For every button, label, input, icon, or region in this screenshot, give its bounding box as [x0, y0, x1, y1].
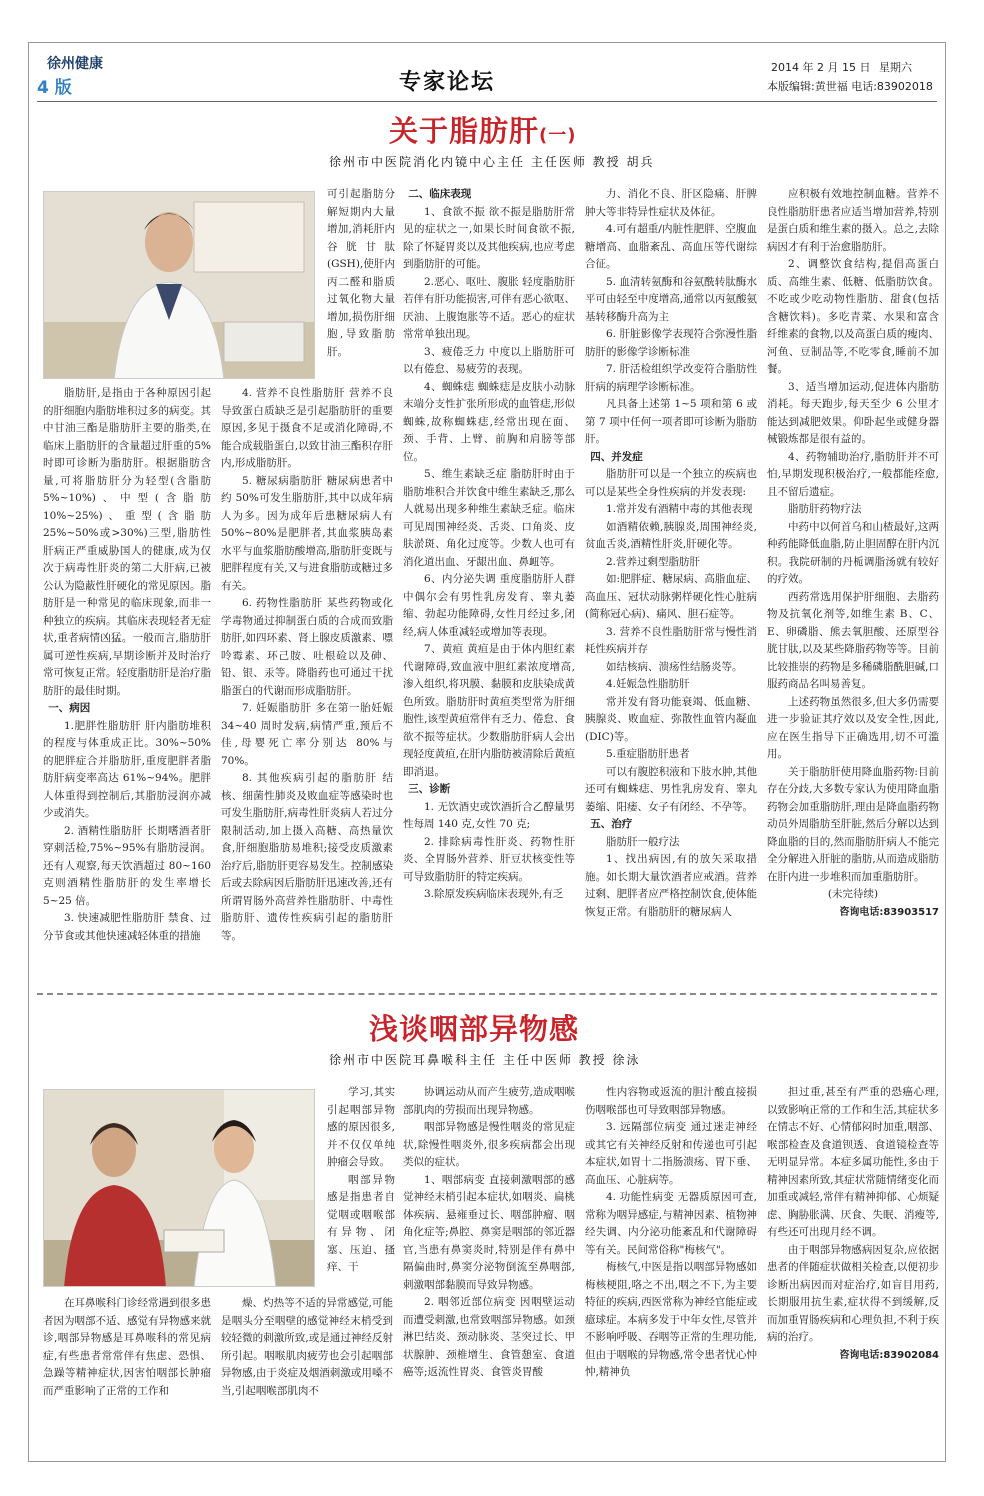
article2-column-2a: [327, 1084, 395, 1288]
paragraph: 2. 酒精性脂肪肝 长期嗜酒者肝穿刺活检,75%~95%有脂肪浸润。还有人观察,每天饮酒超过 80~160 克则酒精性脂肪肝的发生率增长 5~25 倍。: [43, 824, 211, 907]
paragraph: 1. 无饮酒史或饮酒折合乙醇量男性每周 140 克,女性 70 克;: [403, 800, 575, 830]
paragraph: (未完待续): [827, 888, 879, 900]
paragraph: 2. 咽邻近部位病变 因咽壁运动而遭受刺激,也常致咽部异物感。如颈淋巴结炎、颈动脉炎、茎突过长、甲状腺肿、颈椎增生、食管憩室、食道癌等;返流性胃炎、食管炎胃酸: [403, 1296, 575, 1378]
paragraph: 1、食欲不振 欲不振是脂肪肝常见的症状之一,如果长时间食欲不振,除了怀疑胃炎以及其他疾病,也应考虑到脂肪肝的可能。: [403, 205, 575, 270]
article2-column-2: [221, 1295, 393, 1455]
article1-byline: 徐州市中医院消化内镜中心主任 主任医师 教授 胡兵: [329, 155, 655, 169]
paragraph: 凡具备上述第 1~5 项和第 6 或第 7 项中任何一项者即可诊断为脂肪肝。: [585, 398, 757, 445]
paragraph: 脂肪肝药物疗法: [788, 503, 862, 515]
paragraph: 7. 肝活检组织学改变符合脂肪性肝病的病理学诊断标准。: [585, 363, 757, 393]
paragraph: 1、找出病因,有的放矢采取措施。如长期大量饮酒者应戒酒。营养过剩、肥胖者应严格控制饮食,使体能恢复正常。有脂肪肝的糖尿病人: [585, 853, 757, 918]
paragraph: 5、维生素缺乏症 脂肪肝时由于脂肪堆积合并饮食中维生素缺乏,那么人就易出现多种维生素缺乏症。临床可见周围神经炎、舌炎、口角炎、皮肤淤斑、角化过度等。少数人也可有消化道出血、牙龈出血、鼻衄等。: [403, 468, 575, 568]
paragraph: 上述药物虽然很多,但大多仍需要进一步验证其疗效以及安全性,因此,应在医生指导下正确选用,切不可滥用。: [767, 695, 939, 760]
paragraph: 咨询电话:83902084: [839, 1349, 939, 1361]
paragraph: 西药常选用保护肝细胞、去脂药物及抗氧化剂等,如维生素 B、C、E、卵磷脂、熊去氧胆酸、还原型谷胱甘肽,以及某些降脂药物等等。目前比较推崇的药物是多稀磷脂酰胆碱,口服药商品名叫易善复。: [767, 590, 939, 690]
article1-column-4: [585, 186, 757, 976]
paragraph: 3. 快速减肥性脂肪肝 禁食、过分节食或其他快速减轻体重的措施: [43, 912, 211, 942]
paragraph: 三、诊断: [408, 783, 451, 795]
paragraph: 担过重,甚至有严重的恐癌心理,以致影响正常的工作和生活,其症状多在情志不好、心情郁闷时加重,咽部、喉部检查及食道钡透、食道镜检查等无明显异常。本症多属功能性,多由于精神因素所致,其症状常随情绪变化而加重或减轻,常伴有精神抑郁、心烦疑虑、胸胁胀满、厌食、失眠、消瘦等,有些还可出现月经不调。: [767, 1086, 939, 1238]
article2-column-1: [43, 1295, 211, 1455]
article1-column-2: [221, 385, 393, 975]
section-title: 专家论坛: [399, 70, 496, 95]
paragraph: 脂肪肝可以是一个独立的疾病也可以是某些全身性疾病的并发表现:: [585, 468, 757, 498]
issue-date: 2014 年 2 月 15 日: [771, 61, 871, 74]
paragraph: 常并发有肾功能衰竭、低血糖、胰腺炎、败血症、弥散性血管内凝血(DIC)等。: [585, 695, 757, 743]
article1-title-main: 关于脂肪肝: [389, 114, 540, 148]
doctor-photo: [43, 191, 315, 379]
paragraph: 4. 功能性病变 无器质原因可查,常称为咽异感症,与精神因素、植物神经失调、内分泌功能紊乱和代谢障碍等有关。民间常俗称"梅核气"。: [585, 1191, 757, 1256]
paragraph: 梅核气,中医是指以咽部异物感如梅核梗阻,咯之不出,咽之不下,为主要特征的疾病,西医常称为神经官能症或癔球症。本病多发于中年女性,尽管并不影响呼吸、吞咽等正常的生理功能,但由于咽喉的异物感,常令患者忧心忡忡,精神负: [585, 1261, 757, 1378]
paragraph: 性内容物或返流的胆汁酸直接损伤咽喉部也可导致咽部异物感。: [585, 1086, 757, 1116]
article1-title-suffix: (一): [539, 125, 577, 146]
paragraph: 4、蜘蛛痣 蜘蛛痣是皮肤小动脉末端分支性扩张所形成的血管痣,形似蜘蛛,故称蜘蛛痣,经常出现在面、颈、手背、上臂、前胸和肩膀等部位。: [403, 380, 575, 463]
paragraph: 3、疲倦乏力 中度以上脂肪肝可以有倦怠、易疲劳的表现。: [403, 345, 575, 375]
article1-column-2a: [327, 186, 395, 376]
paragraph: 5. 血清转氨酶和谷氨酰转肽酶水平可由轻至中度增高,通常以丙氨酸氨基转移酶升高为主: [585, 275, 757, 323]
paragraph: 一、病因: [48, 702, 91, 714]
article1-column-3: [403, 186, 575, 976]
paragraph: 脂肪肝,是指由于各种原因引起的肝细胞内脂肪堆积过多的病变。其中甘油三酯是脂肪肝主要的脂类,在临床上脂肪肝的含量超过肝重的5%时即可诊断为脂肪肝。根据脂肪含量,可将脂肪肝分为轻型(含脂肪 5%~10%)、中型(含脂肪10%~25%)、重型(含脂肪 25%~50%或>30%)三型,脂肪性肝病正严重威胁国人的健康,成为仅次于病毒性肝炎的第二大肝病,已被公认为隐蔽性肝硬化的常见原因。脂肪肝是一种常见的临床现象,而非一种独立的疾病。其临床表现轻者无症状,重者病情凶猛。一般而言,脂肪肝属可逆性疾病,早期诊断并及时治疗常可恢复正常。轻度脂肪肝是治疗脂肪肝的最佳时期。: [43, 387, 211, 697]
paragraph: 2.营养过剩型脂肪肝: [606, 555, 701, 568]
paragraph: 2、调整饮食结构,提倡高蛋白质、高维生素、低糖、低脂肪饮食。不吃或少吃动物性脂肪、甜食(包括含糖饮料)。多吃青菜、水果和富含纤维素的食物,以及高蛋白质的瘦肉、河鱼、豆制品等,不吃零食,睡前不加餐。: [767, 258, 939, 375]
paragraph: 如:肥胖症、糖尿病、高脂血症、高血压、冠状动脉粥样硬化性心脏病(简称冠心病)、痛风、胆石症等。: [585, 573, 757, 620]
paragraph: 6. 肝脏影像学表现符合弥漫性脂肪肝的影像学诊断标准: [585, 328, 757, 358]
paragraph: 3. 远隔部位病变 通过迷走神经或其它有关神经反射和传递也可引起本症状,如胃十二指肠溃疡、胃下垂、高血压、心脏病等。: [585, 1121, 757, 1186]
article1-title: [389, 109, 576, 150]
paragraph: 4、药物辅助治疗,脂肪肝并不可怕,早期发现积极治疗,一般都能痊愈,且不留后遗症。: [767, 450, 939, 498]
consultation-photo: [43, 1089, 315, 1287]
article-divider: [37, 993, 937, 995]
paragraph: 可引起脂肪分解短期内大量增加,消耗肝内谷胱甘肽(GSH),使肝内丙二醛和脂质过氧化物大量增加,损伤肝细胞,导致脂肪肝。: [327, 188, 395, 358]
paragraph: 5. 糖尿病脂肪肝 糖尿病患者中约 50%可发生脂肪肝,其中以成年病人为多。因为成年后患糖尿病人有 50%~80%是肥胖者,其血浆胰岛素水平与血浆脂肪酸增高,脂肪肝变既与肥胖程度有关,又与进食脂肪或糖过多有关。: [221, 474, 393, 592]
paragraph: 二、临床表现: [408, 188, 472, 200]
paragraph: 五、治疗: [590, 818, 633, 830]
paper-brand: 徐州健康: [47, 56, 103, 72]
issue-weekday: 星期六: [879, 61, 912, 74]
paragraph: 1、咽部病变 直接刺激咽部的感觉神经末梢引起本症状,如咽炎、扁桃体疾病、悬雍垂过长、咽部肿瘤、咽角化症等;鼻腔、鼻窦是咽部的邻近器官,当患有鼻窦炎时,特别是伴有鼻中隔偏曲时,鼻窦分泌物倒流至鼻咽部,刺激咽部黏膜而导致异物感。: [403, 1173, 575, 1291]
article2-byline: 徐州市中医院耳鼻喉科主任 主任中医师 教授 徐泳: [329, 1053, 641, 1067]
paragraph: 应积极有效地控制血糖。营养不良性脂肪肝患者应适当增加营养,特别是蛋白质和维生素的摄入。总之,去除病因才有利于治愈脂肪肝。: [767, 188, 939, 253]
paragraph: 3.除原发疾病临床表现外,有乏: [424, 888, 564, 900]
article1-column-5: [767, 186, 939, 976]
paragraph: 咽部异物感是慢性咽炎的常见症状,除慢性咽炎外,很多疾病都会出现类似的症状。: [403, 1121, 575, 1168]
paragraph: 学习,其实引起咽部异物感的原因很多,并不仅仅单纯肿瘤会导致。: [327, 1086, 395, 1168]
paragraph: 6. 药物性脂肪肝 某些药物或化学毒物通过抑制蛋白质的合成而致脂肪肝,如四环素、肾上腺皮质激素、嘌呤霉素、环己胺、吐根硷以及砷、铅、银、汞等。降脂药也可通过干扰脂蛋白的代谢而形成脂肪肝。: [221, 597, 393, 697]
paragraph: 8. 其他疾病引起的脂肪肝 结核、细菌性肺炎及败血症等感染时也可发生脂肪肝,病毒性肝炎病人若过分限制活动,加上摄入高糖、高热量饮食,肝细胞脂肪易堆积;接受皮质激素治疗后,脂肪肝更容易发生。控制感染后或去除病因后脂肪肝迅速改善,还有所谓胃肠外高营养性脂肪肝、中毒性脂肪肝、遗传性疾病引起的脂肪肝等。: [221, 772, 393, 942]
article2-column-5: [767, 1084, 939, 1456]
paragraph: 脂肪肝一般疗法: [606, 835, 680, 848]
paragraph: 由于咽部异物感病因复杂,应依据患者的伴随症状做相关检查,以便初步诊断出病因而对症治疗,如盲目用药,长期服用抗生素,症状得不到缓解,反而加重胃肠疾病和心理负担,不利于疾病的治疗。: [767, 1243, 939, 1343]
paragraph: 7、黄疸 黄疸是由于体内胆红素代谢障碍,致血液中胆红素浓度增高,渗入组织,将巩膜、黏膜和皮肤染成黄色所致。脂肪肝时黄疸类型常为肝细胞性,该型黄疸常伴有乏力、倦怠、食欲不振等症状。少数脂肪肝病人会出现轻度黄疸,在肝内脂肪被清除后黄疸即消退。: [403, 643, 575, 778]
paragraph: 如结核病、溃疡性结肠炎等。: [606, 660, 743, 673]
paragraph: 如酒精依赖,胰腺炎,周围神经炎,贫血舌炎,酒精性肝炎,肝硬化等。: [585, 520, 757, 550]
paragraph: 4.可有超重/内脏性肥胖、空腹血糖增高、血脂紊乱、高血压等代谢综合征。: [585, 223, 757, 270]
paragraph: 2. 排除病毒性肝炎、药物性肝炎、全胃肠外营养、肝豆状核变性等可导致脂肪肝的特定疾病。: [403, 835, 575, 883]
page-number: 4 版: [37, 78, 72, 98]
paragraph: 7. 妊娠脂肪肝 多在第一胎妊娠 34~40 周时发病,病情严重,预后不佳,母婴死亡率分别达 80%与 70%。: [221, 702, 393, 767]
paragraph: 2.恶心、呕吐、腹胀 轻度脂肪肝若伴有肝功能损害,可伴有恶心欲呕、厌油、上腹饱胀等不适。恶心的症状常常单独出现。: [403, 275, 575, 340]
paragraph: 3、适当增加运动,促进体内脂肪消耗。每天跑步,每天至少 6 公里才能达到减肥效果。仰卧起坐或健身器械锻炼都是很有益的。: [767, 380, 939, 445]
article2-column-3: [403, 1084, 575, 1456]
paragraph: 4.妊娠急性脂肪肝: [606, 678, 690, 690]
paragraph: 1.常并发有酒精中毒的其他表现: [606, 503, 753, 515]
paragraph: 力、消化不良、肝区隐痛、肝脾肿大等非特异性症状及体征。: [585, 188, 757, 218]
paragraph: 协调运动从而产生疲劳,造成咽喉部肌肉的劳损而出现异物感。: [403, 1086, 575, 1116]
article2-title: 浅谈咽部异物感: [369, 1012, 580, 1046]
paragraph: 咨询电话:83903517: [839, 906, 939, 918]
newspaper-page: [28, 42, 946, 1462]
paragraph: 中药中以何首乌和山楂最好,这两种药能降低血脂,防止胆固醇在肝内沉积。我院研制的丹栀调脂汤就有较好的疗效。: [767, 520, 939, 585]
paragraph: 燥、灼热等不适的异常感觉,可能是咽头分至咽壁的感觉神经末梢受到较轻微的刺激所致,或是通过神经反射所引起。咽喉肌肉疲劳也会引起咽部异物感,由于炎症及烟酒刺激或用嗓不当,引起咽喉部肌肉不: [221, 1297, 393, 1397]
paragraph: 关于脂肪肝使用降血脂药物:目前存在分歧,大多数专家认为使用降血脂药物会加重脂肪肝,理由是降血脂药物动员外周脂肪至肝脏,然后分解以达到降血脂的目的,然而脂肪肝病人不能完全分解进入肝脏的脂肪,从而造成脂肪在肝内进一步堆积而加重脂肪肝。: [767, 765, 939, 883]
editor-info: 本版编辑:黄世福 电话:83902018: [767, 80, 933, 93]
paragraph: 在耳鼻喉科门诊经常遇到很多患者因为咽部不适、感觉有异物感来就诊,咽部异物感是耳鼻喉科的常见病症,有些患者常常伴有焦虑、恐惧、急躁等精神症状,因害怕咽部长肿瘤而严重影响了正常的工作和: [43, 1297, 211, 1397]
paragraph: 6、内分泌失调 重度脂肪肝人群中偶尔会有男性乳房发育、睾丸萎缩、勃起功能障碍,女性月经过多,闭经,病人体重减轻或增加等表现。: [403, 573, 575, 638]
paragraph: 5.重症脂肪肝患者: [606, 748, 690, 760]
article2-column-4: [585, 1084, 757, 1456]
paragraph: 可以有腹腔积液和下肢水肿,其他还可有蜘蛛痣、男性乳房发育、睾丸萎缩、阳痿、女子有闭经、不孕等。: [585, 765, 757, 813]
paragraph: 咽部异物感是指患者自觉咽或咽喉部有异物、闭塞、压迫、搔痒、干: [327, 1173, 395, 1273]
paragraph: 4. 营养不良性脂肪肝 营养不良导致蛋白质缺乏是引起脂肪肝的重要原因,多见于摄食不足或消化障碍,不能合成载脂蛋白,以致甘油三酯积存肝内,形成脂肪肝。: [221, 387, 393, 469]
paragraph: 3. 营养不良性脂肪肝常与慢性消耗性疾病并存: [585, 625, 757, 655]
article1-column-1: [43, 385, 211, 975]
header-rule: [37, 101, 937, 102]
paragraph: 四、并发症: [590, 450, 643, 463]
paragraph: 1.肥胖性脂肪肝 肝内脂肪堆积的程度与体重成正比。30%~50%的肥胖症合并脂肪肝,重度肥胖者脂肪肝病变率高达 61%~94%。肥胖人体重得到控制后,其脂肪浸润亦减少或消失。: [43, 719, 211, 819]
